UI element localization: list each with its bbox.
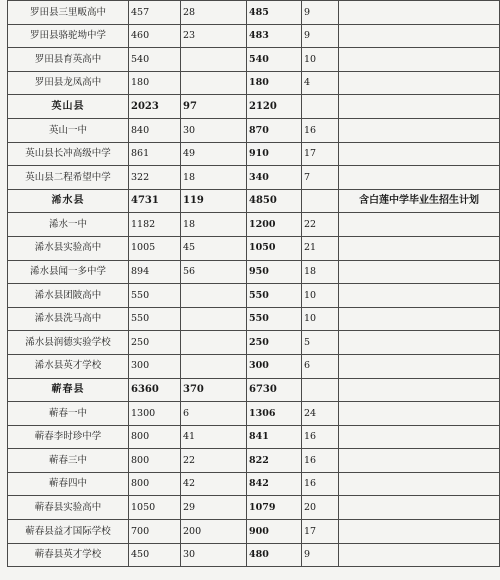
remark-cell: [339, 425, 500, 449]
extra-count-cell: [181, 354, 247, 378]
plan-count-cell: 800: [129, 425, 181, 449]
total-count-cell: 841: [247, 425, 302, 449]
table-row: [8, 1, 500, 25]
table-row: [8, 24, 500, 48]
total-count-cell: 870: [247, 118, 302, 142]
extra-count-cell: 370: [181, 378, 247, 402]
plan-count-cell: 800: [129, 449, 181, 473]
table-row: [8, 213, 500, 237]
school-name-cell: 浠水县洗马高中: [8, 307, 129, 331]
total-count-cell: 483: [247, 24, 302, 48]
school-name-cell: 英山县长冲高级中学: [8, 142, 129, 166]
school-name-cell: 浠水县闻一多中学: [8, 260, 129, 284]
table-row: [8, 425, 500, 449]
remark-cell: [339, 24, 500, 48]
school-name-cell: 蕲春县实验高中: [8, 496, 129, 520]
plan-count-cell: 450: [129, 543, 181, 567]
table-row: [8, 71, 500, 95]
plan-count-cell: 1300: [129, 402, 181, 426]
school-name-cell: 浠水县: [8, 189, 129, 213]
total-count-cell: 6730: [247, 378, 302, 402]
class-count-cell: [302, 378, 339, 402]
table-row: [8, 307, 500, 331]
class-count-cell: 4: [302, 71, 339, 95]
plan-count-cell: 322: [129, 166, 181, 190]
plan-count-cell: 840: [129, 118, 181, 142]
total-count-cell: 1050: [247, 236, 302, 260]
class-count-cell: 22: [302, 213, 339, 237]
plan-count-cell: 180: [129, 71, 181, 95]
extra-count-cell: 18: [181, 166, 247, 190]
remark-cell: [339, 284, 500, 308]
total-count-cell: 910: [247, 142, 302, 166]
total-count-cell: 1079: [247, 496, 302, 520]
table-row: [8, 118, 500, 142]
total-count-cell: 550: [247, 284, 302, 308]
class-count-cell: 10: [302, 284, 339, 308]
extra-count-cell: 22: [181, 449, 247, 473]
extra-count-cell: 28: [181, 1, 247, 25]
class-count-cell: [302, 189, 339, 213]
extra-count-cell: 97: [181, 95, 247, 119]
class-count-cell: 24: [302, 402, 339, 426]
total-count-cell: 340: [247, 166, 302, 190]
class-count-cell: 9: [302, 1, 339, 25]
class-count-cell: 5: [302, 331, 339, 355]
table-row: [8, 543, 500, 567]
class-count-cell: 21: [302, 236, 339, 260]
total-count-cell: 540: [247, 48, 302, 72]
extra-count-cell: [181, 331, 247, 355]
plan-count-cell: 800: [129, 472, 181, 496]
table-row: [8, 284, 500, 308]
remark-cell: [339, 449, 500, 473]
school-name-cell: 蕲春李时珍中学: [8, 425, 129, 449]
plan-count-cell: 4731: [129, 189, 181, 213]
plan-count-cell: 861: [129, 142, 181, 166]
total-count-cell: 480: [247, 543, 302, 567]
class-count-cell: 6: [302, 354, 339, 378]
class-count-cell: 16: [302, 118, 339, 142]
plan-count-cell: 300: [129, 354, 181, 378]
plan-count-cell: 894: [129, 260, 181, 284]
remark-cell: [339, 496, 500, 520]
total-count-cell: 300: [247, 354, 302, 378]
table-row: [8, 331, 500, 355]
table-body: [8, 1, 500, 567]
remark-cell: [339, 1, 500, 25]
plan-count-cell: 1005: [129, 236, 181, 260]
total-count-cell: 2120: [247, 95, 302, 119]
total-count-cell: 1200: [247, 213, 302, 237]
remark-cell: [339, 142, 500, 166]
remark-cell: [339, 236, 500, 260]
plan-count-cell: 2023: [129, 95, 181, 119]
extra-count-cell: 6: [181, 402, 247, 426]
extra-count-cell: 18: [181, 213, 247, 237]
school-name-cell: 英山县二程希望中学: [8, 166, 129, 190]
plan-count-cell: 460: [129, 24, 181, 48]
plan-count-cell: 700: [129, 520, 181, 544]
school-name-cell: 浠水县润德实验学校: [8, 331, 129, 355]
school-name-cell: 罗田县龙凤高中: [8, 71, 129, 95]
county-subtotal-row: [8, 378, 500, 402]
school-name-cell: 浠水县实验高中: [8, 236, 129, 260]
extra-count-cell: 56: [181, 260, 247, 284]
class-count-cell: 7: [302, 166, 339, 190]
class-count-cell: 16: [302, 449, 339, 473]
school-name-cell: 浠水一中: [8, 213, 129, 237]
extra-count-cell: 29: [181, 496, 247, 520]
class-count-cell: 16: [302, 425, 339, 449]
table-row: [8, 496, 500, 520]
table-row: [8, 472, 500, 496]
total-count-cell: 900: [247, 520, 302, 544]
total-count-cell: 250: [247, 331, 302, 355]
table-row: [8, 520, 500, 544]
total-count-cell: 4850: [247, 189, 302, 213]
class-count-cell: 10: [302, 48, 339, 72]
school-name-cell: 蕲春县英才学校: [8, 543, 129, 567]
total-count-cell: 550: [247, 307, 302, 331]
extra-count-cell: 42: [181, 472, 247, 496]
remark-cell: [339, 213, 500, 237]
extra-count-cell: [181, 284, 247, 308]
total-count-cell: 822: [247, 449, 302, 473]
total-count-cell: 1306: [247, 402, 302, 426]
total-count-cell: 842: [247, 472, 302, 496]
extra-count-cell: 30: [181, 543, 247, 567]
total-count-cell: 950: [247, 260, 302, 284]
plan-count-cell: 6360: [129, 378, 181, 402]
extra-count-cell: 119: [181, 189, 247, 213]
remark-cell: [339, 95, 500, 119]
remark-cell: [339, 543, 500, 567]
table-row: [8, 48, 500, 72]
extra-count-cell: 23: [181, 24, 247, 48]
extra-count-cell: 30: [181, 118, 247, 142]
school-name-cell: 蕲春县: [8, 378, 129, 402]
extra-count-cell: 49: [181, 142, 247, 166]
extra-count-cell: [181, 307, 247, 331]
school-name-cell: 浠水县团陂高中: [8, 284, 129, 308]
remark-cell: [339, 331, 500, 355]
extra-count-cell: [181, 71, 247, 95]
total-count-cell: 485: [247, 1, 302, 25]
remark-cell: [339, 118, 500, 142]
remark-cell: [339, 48, 500, 72]
remark-cell: [339, 307, 500, 331]
class-count-cell: 16: [302, 472, 339, 496]
table-row: [8, 449, 500, 473]
plan-count-cell: 550: [129, 307, 181, 331]
school-name-cell: 浠水县英才学校: [8, 354, 129, 378]
plan-count-cell: 250: [129, 331, 181, 355]
county-subtotal-row: [8, 95, 500, 119]
class-count-cell: 17: [302, 142, 339, 166]
school-name-cell: 罗田县育英高中: [8, 48, 129, 72]
table-row: [8, 260, 500, 284]
table-row: [8, 166, 500, 190]
plan-count-cell: 540: [129, 48, 181, 72]
table-row: [8, 354, 500, 378]
school-name-cell: 罗田县骆驼坳中学: [8, 24, 129, 48]
extra-count-cell: 45: [181, 236, 247, 260]
school-name-cell: 英山县: [8, 95, 129, 119]
enrollment-plan-table: [7, 0, 500, 567]
extra-count-cell: [181, 48, 247, 72]
school-name-cell: 蕲春三中: [8, 449, 129, 473]
class-count-cell: 18: [302, 260, 339, 284]
extra-count-cell: 41: [181, 425, 247, 449]
school-name-cell: 蕲春一中: [8, 402, 129, 426]
class-count-cell: 10: [302, 307, 339, 331]
remark-cell: [339, 402, 500, 426]
table-row: [8, 236, 500, 260]
school-name-cell: 蕲春县益才国际学校: [8, 520, 129, 544]
class-count-cell: 20: [302, 496, 339, 520]
remark-cell: [339, 520, 500, 544]
plan-count-cell: 1182: [129, 213, 181, 237]
remark-cell: [339, 354, 500, 378]
remark-cell: [339, 260, 500, 284]
class-count-cell: 9: [302, 24, 339, 48]
table-row: [8, 402, 500, 426]
class-count-cell: 9: [302, 543, 339, 567]
school-name-cell: 英山一中: [8, 118, 129, 142]
remark-cell: [339, 472, 500, 496]
school-name-cell: 罗田县三里畈高中: [8, 1, 129, 25]
remark-cell: [339, 71, 500, 95]
class-count-cell: [302, 95, 339, 119]
table-row: [8, 142, 500, 166]
school-name-cell: 蕲春四中: [8, 472, 129, 496]
class-count-cell: 17: [302, 520, 339, 544]
plan-count-cell: 457: [129, 1, 181, 25]
remark-cell: [339, 378, 500, 402]
county-subtotal-row: [8, 189, 500, 213]
plan-count-cell: 1050: [129, 496, 181, 520]
extra-count-cell: 200: [181, 520, 247, 544]
plan-count-cell: 550: [129, 284, 181, 308]
total-count-cell: 180: [247, 71, 302, 95]
remark-cell: 含白莲中学毕业生招生计划: [339, 189, 500, 213]
remark-cell: [339, 166, 500, 190]
